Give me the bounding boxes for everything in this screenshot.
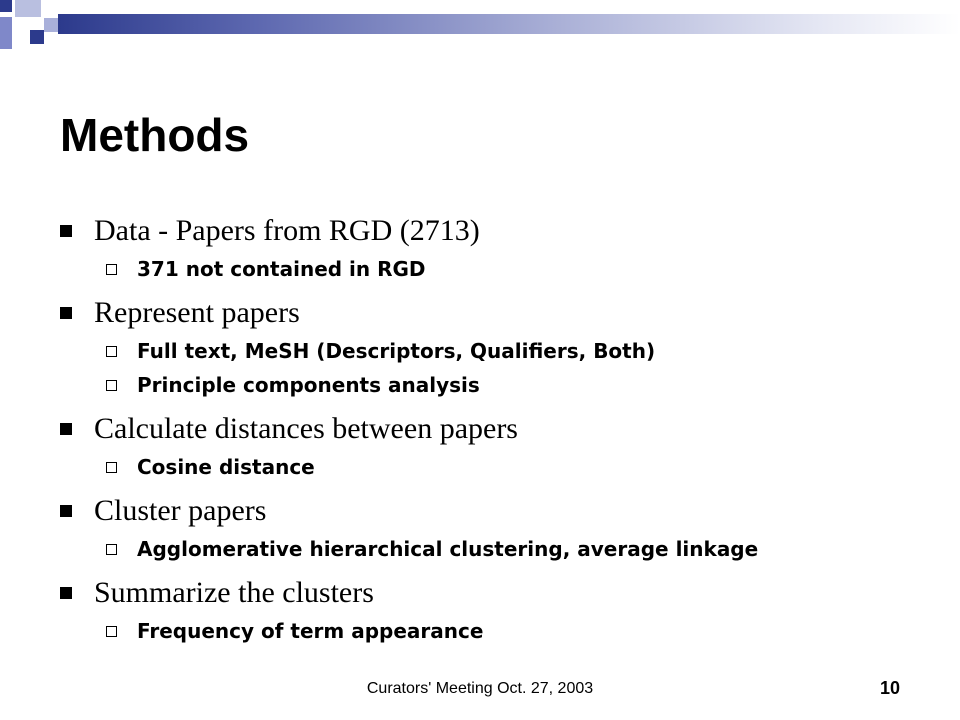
sub-bullet-item	[60, 368, 940, 402]
bullet-item	[60, 572, 940, 614]
square-bullet-icon	[60, 587, 72, 599]
slide-title: Methods	[60, 109, 250, 161]
hollow-square-bullet-icon	[106, 264, 117, 275]
sub-bullet-text: Agglomerative hierarchical clustering, average linkage	[137, 537, 759, 561]
hollow-square-bullet-icon	[106, 346, 117, 357]
sub-bullet-item	[60, 614, 940, 648]
bullet-group	[60, 292, 940, 402]
bullet-text: Data - Papers from RGD (2713)	[94, 214, 480, 247]
hollow-square-bullet-icon	[106, 380, 117, 391]
bullet-list	[60, 210, 940, 648]
decor-square-medium	[0, 17, 12, 49]
decor-square-light-small	[44, 18, 58, 32]
bullet-group	[60, 572, 940, 648]
square-bullet-icon	[60, 307, 72, 319]
sub-bullet-text: Full text, MeSH (Descriptors, Qualifiers, Both)	[137, 339, 656, 363]
sub-bullet-item	[60, 252, 940, 286]
bullet-item	[60, 210, 940, 252]
bullet-text: Summarize the clusters	[94, 576, 374, 609]
decor-square-light	[15, 0, 41, 17]
page-number: 10	[880, 678, 901, 698]
bullet-text: Cluster papers	[94, 494, 267, 527]
sub-bullet-text: Principle components analysis	[137, 373, 480, 397]
bullet-item	[60, 408, 940, 450]
slide-footer: Curators' Meeting Oct. 27, 2003	[366, 680, 594, 697]
square-bullet-icon	[60, 423, 72, 435]
header-gradient-bar	[58, 14, 960, 34]
bullet-text: Calculate distances between papers	[94, 412, 518, 445]
hollow-square-bullet-icon	[106, 544, 117, 555]
square-bullet-icon	[60, 505, 72, 517]
bullet-group	[60, 210, 940, 286]
sub-bullet-text: Cosine distance	[137, 455, 315, 479]
bullet-item	[60, 292, 940, 334]
decor-square-dark	[0, 0, 12, 12]
bullet-group	[60, 490, 940, 566]
hollow-square-bullet-icon	[106, 462, 117, 473]
bullet-item	[60, 490, 940, 532]
sub-bullet-item	[60, 334, 940, 368]
hollow-square-bullet-icon	[106, 626, 117, 637]
square-bullet-icon	[60, 225, 72, 237]
sub-bullet-item	[60, 532, 940, 566]
bullet-group	[60, 408, 940, 484]
sub-bullet-text: Frequency of term appearance	[137, 619, 484, 643]
bullet-text: Represent papers	[94, 296, 300, 329]
sub-bullet-text: 371 not contained in RGD	[137, 257, 426, 281]
sub-bullet-item	[60, 450, 940, 484]
decor-square-dark-small	[30, 30, 44, 44]
